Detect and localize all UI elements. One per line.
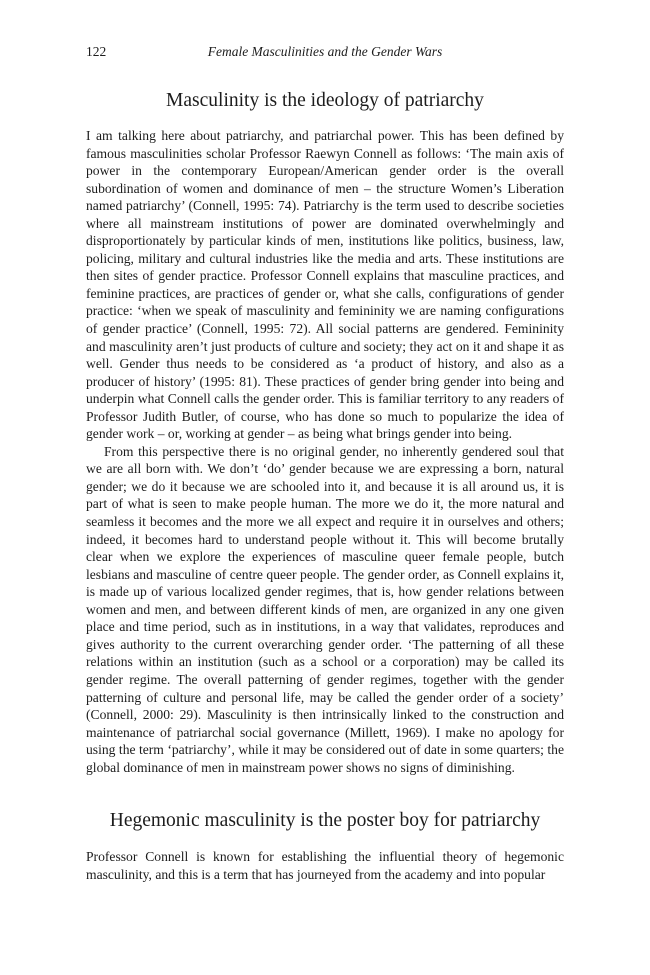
section-heading-hegemonic-masculinity: Hegemonic masculinity is the poster boy for patriarchy: [109, 810, 541, 831]
paragraph: I am talking here about patriarchy, and patriarchal power. This has been defined by famous masculinities scholar Professor Raewyn Connell as follows: ‘The main axis of power in the contemporary European/American gender order is the overall subordination of women and dominance of men – the structure Women’s Liberation named patriarchy’ (Connell, 1995: 74). Patriarchy is the term used to describe societies where all mainstream institutions of power are dominated overwhelmingly and disproportionately by particular kinds of men, institutions like politics, business, law, policing, military and cultural industries like the media and arts. These institutions are then sites of gender practice. Professor Connell explains that masculine practices, and feminine practices, are practices of gender or, what she calls, configurations of gender practice: ‘when we speak of masculinity and femininity we are naming configurations of gender practice’ (Connell, 1995: 72). All social patterns are gendered. Femininity and masculinity aren’t just products of culture and society; they act on it and shape it as well. Gender thus needs to be considered as ‘a product of history, and also as a producer of history’ (1995: 81). These practices of gender bring gender into being and underpin what Connell calls the gender order. This is familiar territory to any readers of Professor Judith Butler, of course, who has done so much to popularize the idea of gender work – or, working at gender – as being what brings gender into being.: [86, 128, 564, 442]
section-heading-patriarchy: Masculinity is the ideology of patriarchy: [166, 90, 484, 111]
running-title: Female Masculinities and the Gender Wars: [207, 44, 443, 59]
page-number: 122: [86, 44, 107, 59]
paragraph: Professor Connell is known for establishing the influential theory of hegemonic masculinity, and this is a term that has journeyed from the academy and into popular: [86, 849, 564, 882]
section-body-patriarchy: [86, 127, 564, 776]
section-body-hegemonic-masculinity: [86, 848, 564, 883]
paragraph: From this perspective there is no original gender, no inherently gendered soul that we are all born with. We don’t ‘do’ gender because we are expressing a born, natural gender; we do it because we are schooled into it, and because it is all around us, it is part of what is seen to make people human. The more we do it, the more natural and seamless it becomes and the more we all expect and require it in ourselves and others; indeed, it becomes hard to understand people without it. This will become brutally clear when we explore the experiences of masculine queer female people, butch lesbians and masculine of centre queer people. The gender order, as Connell explains it, is made up of various localized gender regimes, that is, how gender relations between women and men, and between different kinds of men, are organized in any one given place and time period, such as in institutions, in a way that validates, reproduces and gives authority to the current overarching gender order. ‘The patterning of all these relations within an institution (such as a school or a corporation) may be called its gender regime. The overall patterning of gender regimes, together with the gender patterning of culture and personal life, may be called the gender order of a society’ (Connell, 2000: 29). Masculinity is then intrinsically linked to the construction and maintenance of patriarchal social governance (Millett, 1969). I make no apology for using the term ‘patriarchy’, while it may be considered out of date in some quarters; the global dominance of men in mainstream power shows no signs of diminishing.: [86, 443, 564, 775]
running-head: [86, 44, 564, 64]
